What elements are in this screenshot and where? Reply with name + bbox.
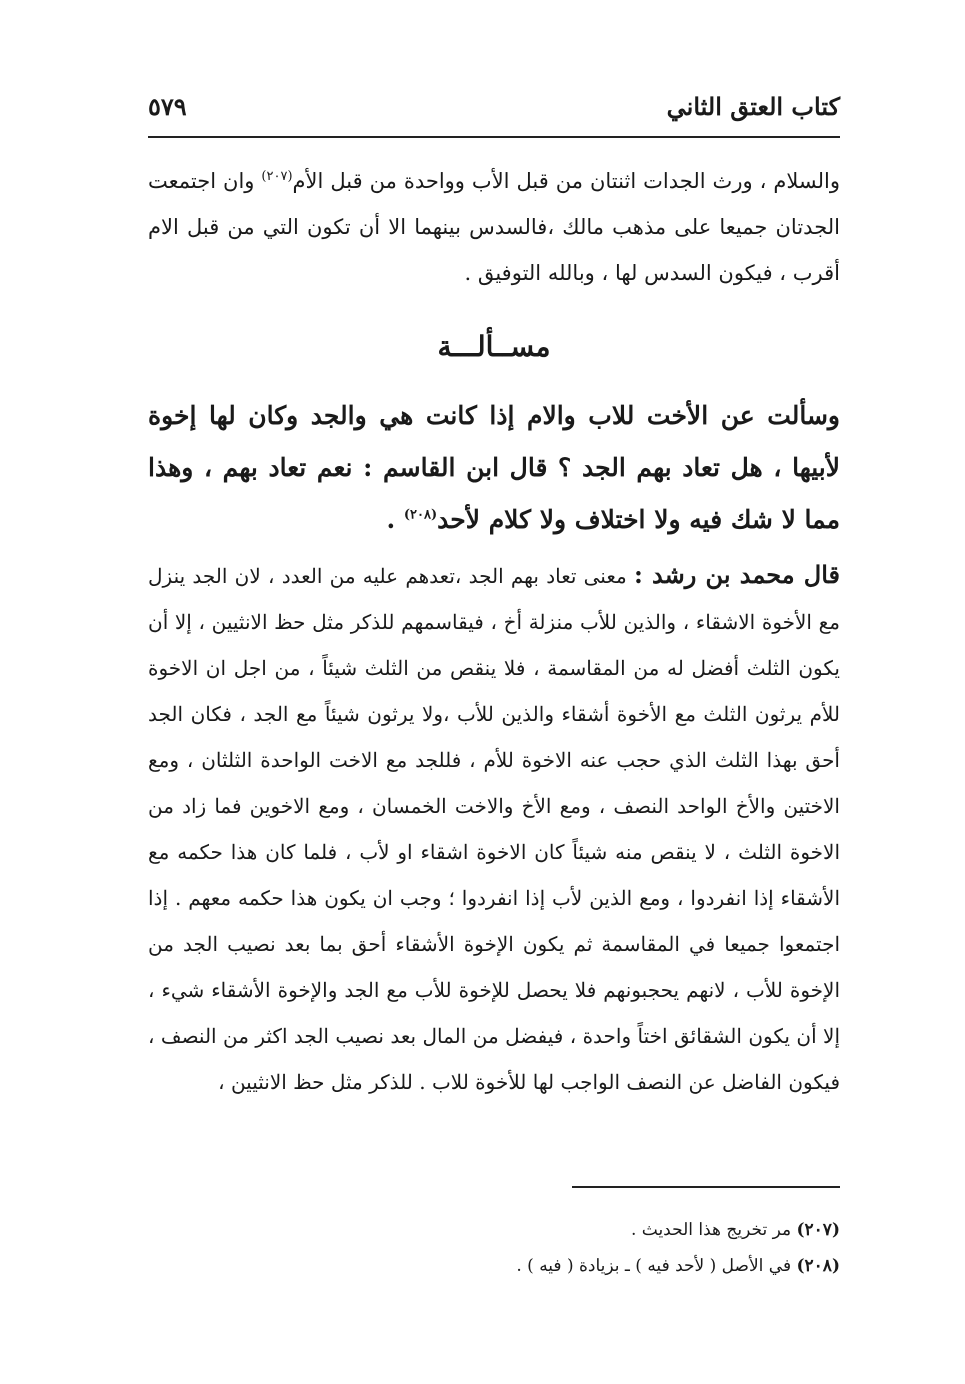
- footnote-number: (٢٠٨): [796, 1256, 840, 1276]
- page-number: ٥٧٩: [148, 92, 187, 121]
- footnote-ref-207: (٢٠٧): [261, 169, 293, 184]
- section-heading: مســألـــة: [437, 330, 551, 363]
- footnote-divider: [572, 1186, 840, 1188]
- running-title: كتاب العتق الثاني: [666, 92, 840, 121]
- intro-text-part-1: والسلام ، ورث الجدات اثنتان من قبل الأب وواحدة من قبل الأم: [292, 169, 840, 193]
- footnote-ref-208: (٢٠٨): [403, 507, 438, 523]
- footnote-number: (٢٠٧): [796, 1220, 840, 1240]
- footnote-text: في الأصل ( لأحد فيه ) ـ بزيادة ( فيه ) .: [516, 1256, 797, 1276]
- commentary-paragraph: [148, 552, 840, 1105]
- intro-text-part-2: وان اجتمعت الجدتان جميعا على مذهب مالك ،فالسدس بينهما الا أن تكون التي من قبل الام أقرب ، فيكون السدس لها ، وبالله التوفيق .: [148, 169, 840, 285]
- footnote-text: مر تخريج هذا الحديث .: [630, 1220, 797, 1240]
- commentary-body: معنى تعاد بهم الجد ،تعدهم عليه من العدد ، لان الجد ينزل مع الأخوة الاشقاء ، والذين للأب منزلة أخ ، فيقاسمهم للذكر مثل حظ الانثيين ، إلا أن يكون الثلث أفضل له من المقاسمة ، فلا ينقص من الثلث شيئاً ، من اجل ان الاخوة للأم يرثون الثلث مع الأخوة أشقاء والذين للأب ،ولا يرثون شيئاً مع الجد ، فكان الجد أحق بهذا الثلث الذي حجب عنه الاخوة للأم ، فللجد مع الاخت الواحدة الثلثان ، ومع الاختين والأخ الواحد النصف ، ومع الأخ والاخت الخمسان ، ومع الاخوين فما زاد من الاخوة الثلث ، لا ينقص منه شيئاً كان الاخوة اشقاء او لأب ، فلما كان هذا حكمه مع الأشقاء إذا انفردوا ، ومع الذين لأب إذا انفردوا ؛ وجب ان يكون هذا حكمه معهم . إذا اجتمعوا جميعا في المقاسمة ثم يكون الإخوة الأشقاء أحق بما بعد نصيب الجد من الإخوة للأب ، لانهم يحجبونهم فلا يحصل للإخوة للأب مع الجد والإخوة الأشقاء شيء ، إلا أن يكون الشقائق اختاً واحدة ، فيفضل من المال بعد نصيب الجد اكثر من النصف ، فيكون الفاضل عن النصف الواجب لها للأخوة للاب . للذكر مثل حظ الانثيين ،: [148, 564, 840, 1094]
- question-paragraph: [148, 390, 840, 546]
- header-divider: [148, 136, 840, 138]
- footnote-item: [148, 1248, 840, 1284]
- footnote-item: [148, 1212, 840, 1248]
- question-text-part-2: .: [386, 505, 404, 534]
- commentary-lead: قال محمد بن رشد :: [633, 560, 840, 589]
- intro-paragraph: [148, 158, 840, 296]
- footnotes: [148, 1212, 840, 1284]
- page-header: [148, 92, 840, 132]
- question-text-part-1: وسألت عن الأخت للاب والام إذا كانت هي والجد وكان لها إخوة لأبيها ، هل تعاد بهم الجد ؟ قال ابن القاسم : نعم تعاد بهم ، وهذا مما لا شك فيه ولا اختلاف ولا كلام لأحد: [148, 401, 841, 534]
